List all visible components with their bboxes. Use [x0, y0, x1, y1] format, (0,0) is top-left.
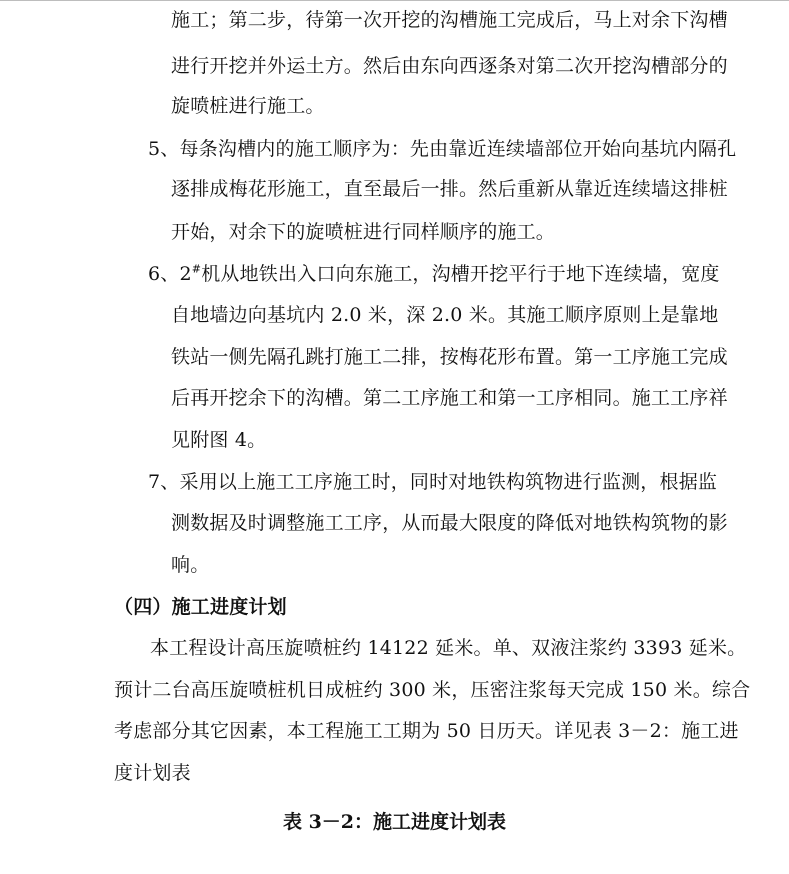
item6-line-3: 铁站一侧先隔孔跳打施工二排，按梅花形布置。第一工序施工完成	[171, 346, 728, 368]
item7-line-2: 测数据及时调整施工工序，从而最大限度的降低对地铁构筑物的影	[171, 512, 728, 534]
top-divider	[0, 0, 789, 1]
item6-line-1	[148, 262, 720, 286]
item4-line-2: 进行开挖并外运土方。然后由东向西逐条对第二次开挖沟槽部分的	[171, 55, 728, 77]
section-paragraph-line-1: 本工程设计高压旋喷桩约 14122 延米。单、双液注浆约 3393 延米。	[150, 637, 747, 659]
item7-line-1: 7、采用以上施工工序施工时，同时对地铁构筑物进行监测，根据监	[148, 471, 718, 493]
item6-line-1-prefix: 6、2	[148, 263, 192, 285]
item4-line-3: 旋喷桩进行施工。	[171, 95, 325, 117]
item6-line-1-rest: 机从地铁出入口向东施工，沟槽开挖平行于地下连续墙，宽度	[201, 263, 720, 285]
item5-line-3: 开始，对余下的旋喷桩进行同样顺序的施工。	[171, 221, 556, 243]
table-title: 表 3－2：施工进度计划表	[282, 811, 507, 833]
item6-number-sign: #	[191, 262, 202, 276]
item6-line-5: 见附图 4。	[171, 429, 267, 451]
item4-line-1: 施工；第二步，待第一次开挖的沟槽施工完成后，马上对余下沟槽	[171, 9, 728, 31]
section-heading: （四）施工进度计划	[114, 596, 287, 618]
section-paragraph-line-4: 度计划表	[114, 762, 191, 784]
item6-line-2: 自地墙边向基坑内 2.0 米，深 2.0 米。其施工顺序原则上是靠地	[171, 304, 719, 326]
item7-line-3: 响。	[171, 554, 210, 576]
section-paragraph-line-2: 预计二台高压旋喷桩机日成桩约 300 米，压密注浆每天完成 150 米。综合	[114, 679, 751, 701]
item5-line-1: 5、每条沟槽内的施工顺序为：先由靠近连续墙部位开始向基坑内隔孔	[148, 138, 737, 160]
section-paragraph-line-3: 考虑部分其它因素，本工程施工工期为 50 日历天。详见表 3－2：施工进	[114, 720, 739, 742]
item6-line-4: 后再开挖余下的沟槽。第二工序施工和第一工序相同。施工工序祥	[171, 387, 728, 409]
item5-line-2: 逐排成梅花形施工，直至最后一排。然后重新从靠近连续墙这排桩	[171, 178, 728, 200]
